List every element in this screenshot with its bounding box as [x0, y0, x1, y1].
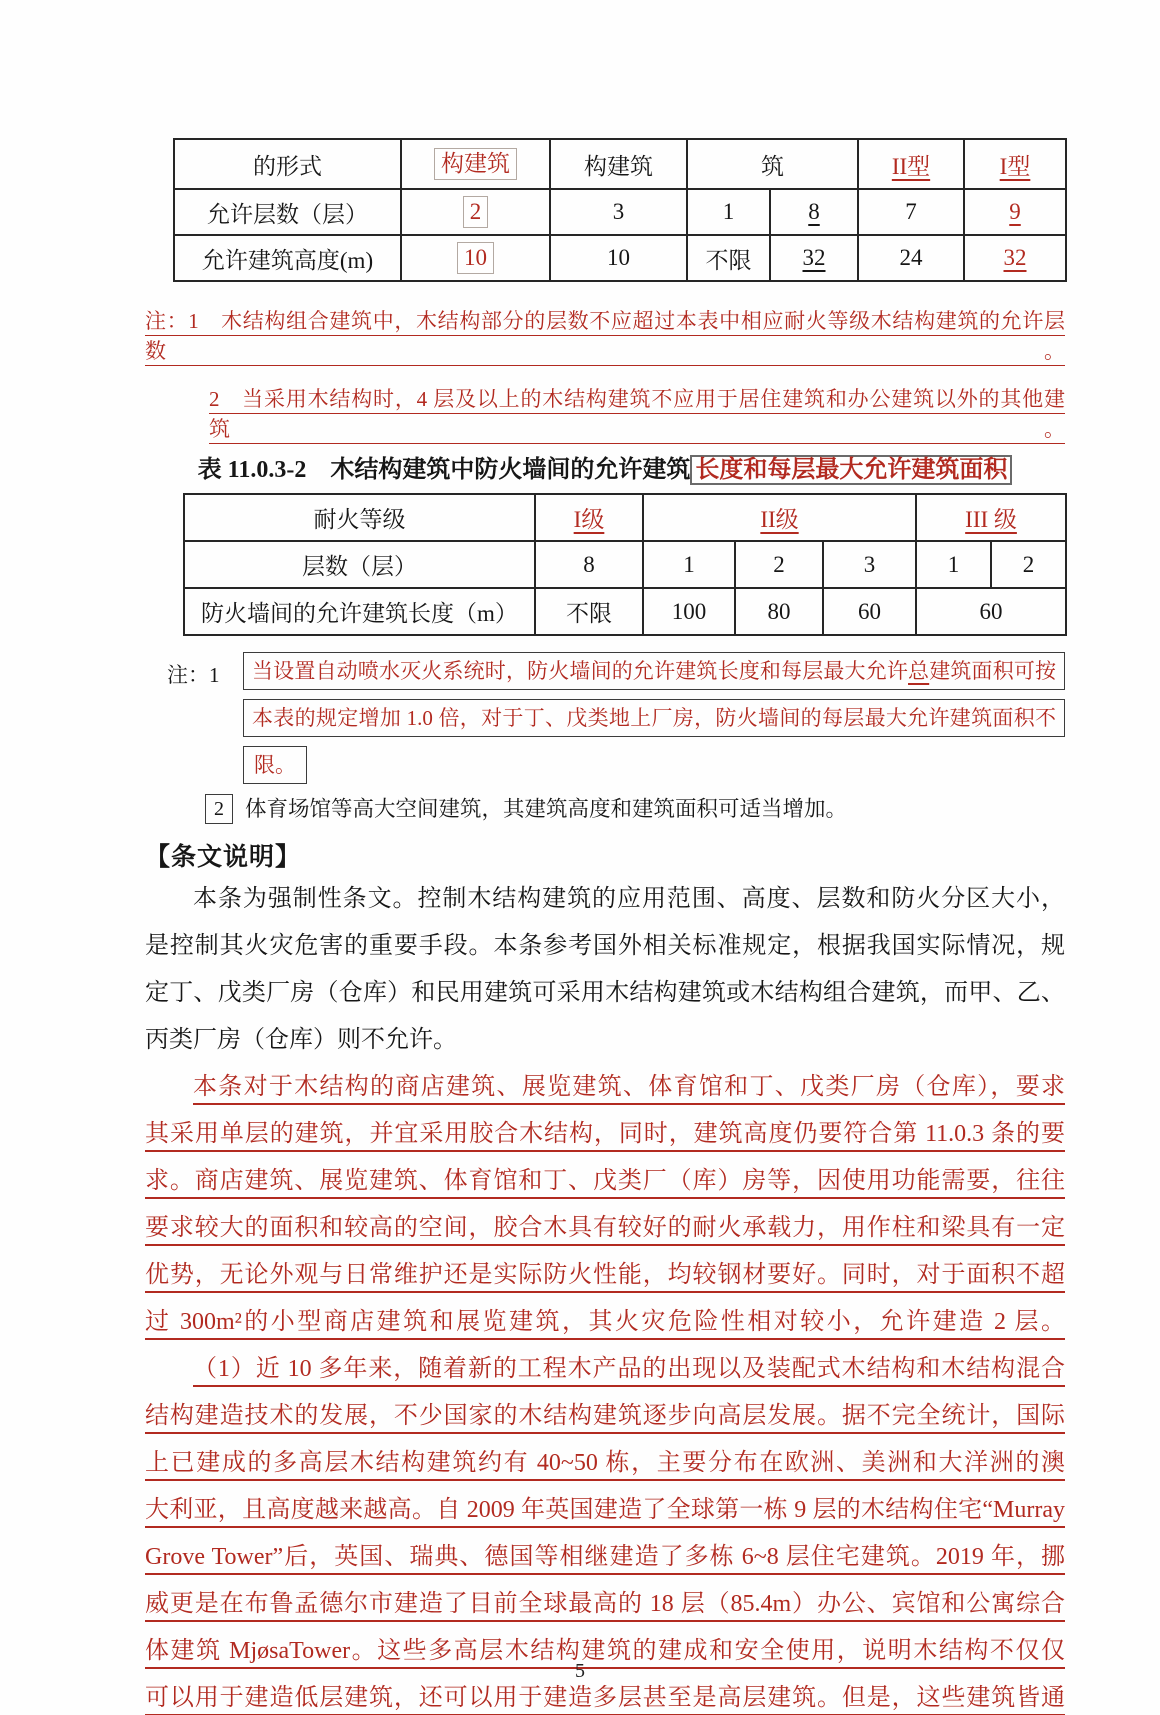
table-cell: [916, 494, 1066, 541]
table-cell: 60: [916, 588, 1066, 635]
table2-note2-text: 体育场馆等高大空间建筑，其建筑高度和建筑面积可适当增加。: [245, 797, 848, 821]
table-cell: 3: [823, 541, 916, 588]
text-line: 可以用于建造低层建筑，还可以用于建造多层甚至是高层建筑。但是，这些建筑皆通: [145, 1685, 1065, 1711]
table2-note2-marker: 2: [205, 794, 233, 824]
text-line: 要求较大的面积和较高的空间，胶合木具有较好的耐火承载力，用作柱和梁具有一定: [145, 1215, 1065, 1241]
table-firewall-length-limits: [183, 493, 1067, 636]
table-cell: 构建筑: [550, 139, 687, 189]
table2-note-box-line2: 本表的规定增加 1.0 倍，对于丁、戊类地上厂房，防火墙间的每层最大允许建筑面积不: [243, 699, 1065, 737]
table2-title-black: 表 11.0.3-2 木结构建筑中防火墙间的允许建筑: [197, 457, 691, 483]
text-line: 本条为强制性条文。控制木结构建筑的应用范围、高度、层数和防火分区大小，: [193, 886, 1065, 912]
text-line: 体建筑 MjøsaTower。这些多高层木结构建筑的建成和安全使用，说明木结构不仅仅: [145, 1638, 1065, 1664]
table-cell: [964, 139, 1066, 189]
table-cell: [770, 235, 858, 281]
table-wood-structure-limits: [173, 138, 1067, 282]
inserted-text: 9: [1009, 199, 1021, 224]
table-row: [174, 235, 1066, 281]
table-cell: 100: [643, 588, 735, 635]
paragraph-black: [145, 876, 1065, 1064]
text-line: 结构建造技术的发展，不少国家的木结构建筑逐步向高层发展。据不完全统计，国际: [145, 1403, 1065, 1429]
note-text: 当设置自动喷水灭火系统时，防火墙间的允许建筑长度和每层最大允许: [252, 659, 909, 683]
table-cell: [535, 494, 643, 541]
table-cell: 80: [735, 588, 823, 635]
text-line: 求。商店建筑、展览建筑、体育馆和丁、戊类厂（库）房等，因使用功能需要，往往: [145, 1168, 1065, 1194]
inserted-text: II型: [891, 153, 931, 179]
table2-note-box-line3: 限。: [243, 746, 307, 784]
text-line: 定丁、戊类厂房（仓库）和民用建筑可采用木结构建筑或木结构组合建筑，而甲、乙、: [145, 980, 1065, 1006]
text-line: 其采用单层的建筑，并宜采用胶合木结构，同时，建筑高度仍要符合第 11.0.3 条的要: [145, 1121, 1065, 1147]
table-cell: [964, 189, 1066, 235]
text-line: （1）近 10 多年来，随着新的工程木产品的出现以及装配式木结构和木结构混合: [193, 1356, 1065, 1382]
table1-note-1: 注：1 木结构组合建筑中，木结构部分的层数不应超过本表中相应耐火等级木结构建筑的允许层数。: [145, 309, 1065, 363]
table-cell: 7: [858, 189, 964, 235]
inserted-text: 32: [802, 245, 826, 270]
table-cell: [770, 189, 858, 235]
inserted-text: I型: [999, 153, 1031, 179]
inserted-text: 8: [808, 199, 820, 224]
table-cell: 筑: [687, 139, 858, 189]
text-line: Grove Tower”后，英国、瑞典、德国等相继建造了多栋 6~8 层住宅建筑。2019 年，挪: [145, 1544, 1065, 1570]
table2-note-boxes: [243, 652, 1065, 784]
text-line: 丙类厂房（仓库）则不允许。: [145, 1027, 457, 1053]
note-text: 建筑面积可按: [929, 659, 1057, 683]
underlined-char: 总: [908, 659, 930, 683]
table2-note-2: [145, 794, 1065, 824]
table-cell: 60: [823, 588, 916, 635]
paragraph-red-1: [145, 1064, 1065, 1346]
table-row: [174, 189, 1066, 235]
table-cell: 10: [550, 235, 687, 281]
table-cell: [964, 235, 1066, 281]
section-heading-explanation: 【条文说明】: [145, 843, 302, 871]
table-cell-row-label: 允许层数（层）: [174, 189, 401, 235]
table-row: [184, 541, 1066, 588]
text-line: 本条对于木结构的商店建筑、展览建筑、体育馆和丁、戊类厂房（仓库），要求: [193, 1074, 1065, 1100]
table-cell: 不限: [687, 235, 770, 281]
inserted-text: I级: [573, 507, 605, 532]
table-cell: [858, 139, 964, 189]
text-line: 优势，无论外观与日常维护还是实际防火性能，均较钢材要好。同时，对于面积不超: [145, 1262, 1065, 1288]
table-cell-grade-label: 耐火等级: [184, 494, 535, 541]
table-cell: 不限: [535, 588, 643, 635]
changed-text-box: 构建筑: [434, 148, 517, 180]
text-line: 过 300m²的小型商店建筑和展览建筑，其火灾危险性相对较小，允许建造 2 层。: [145, 1309, 1065, 1335]
table-cell: 3: [550, 189, 687, 235]
inserted-text: III 级: [965, 507, 1017, 532]
table-cell: [643, 494, 916, 541]
table-cell-row-label: 层数（层）: [184, 541, 535, 588]
table2-notes: [145, 652, 1065, 784]
table-cell: 1: [643, 541, 735, 588]
table2-title-red-boxed: 长度和每层最大允许建筑面积: [690, 455, 1012, 485]
changed-text-box: 2: [463, 196, 489, 228]
table-cell-row-label: 防火墙间的允许建筑长度（m）: [184, 588, 535, 635]
table-row: [174, 139, 1066, 189]
table-row: [184, 494, 1066, 541]
text-line: 上已建成的多高层木结构建筑约有 40~50 栋，主要分布在欧洲、美洲和大洋洲的澳: [145, 1450, 1065, 1476]
inserted-text: 32: [1003, 245, 1027, 270]
table-cell: 8: [535, 541, 643, 588]
table2-note-box-line1: [243, 652, 1065, 690]
text-line: 大利亚，且高度越来越高。自 2009 年英国建造了全球第一栋 9 层的木结构住宅“Murray: [145, 1497, 1065, 1523]
table-row: [184, 588, 1066, 635]
table-cell: [401, 235, 550, 281]
table-cell: [401, 189, 550, 235]
table2-note-label: 注：1: [167, 663, 220, 687]
table-cell: 24: [858, 235, 964, 281]
table-cell: 1: [687, 189, 770, 235]
table-cell-row-label: 允许建筑高度(m): [174, 235, 401, 281]
table-cell: 2: [991, 541, 1066, 588]
table-cell-form-label: 的形式: [174, 139, 401, 189]
table-cell: [401, 139, 550, 189]
text-line: 威更是在布鲁孟德尔市建造了目前全球最高的 18 层（85.4m）办公、宾馆和公寓综合: [145, 1591, 1065, 1617]
table-cell: 1: [916, 541, 991, 588]
table-cell: 2: [735, 541, 823, 588]
inserted-text: II级: [760, 507, 799, 532]
text-line: 是控制其火灾危害的重要手段。本条参考国外相关标准规定，根据我国实际情况，规: [145, 933, 1065, 959]
changed-text-box: 10: [457, 242, 494, 274]
table2-title: [145, 454, 1065, 487]
page-number: 5: [575, 1660, 585, 1682]
table1-note-2: 2 当采用木结构时，4 层及以上的木结构建筑不应用于居住建筑和办公建筑以外的其他建筑。: [209, 387, 1065, 441]
